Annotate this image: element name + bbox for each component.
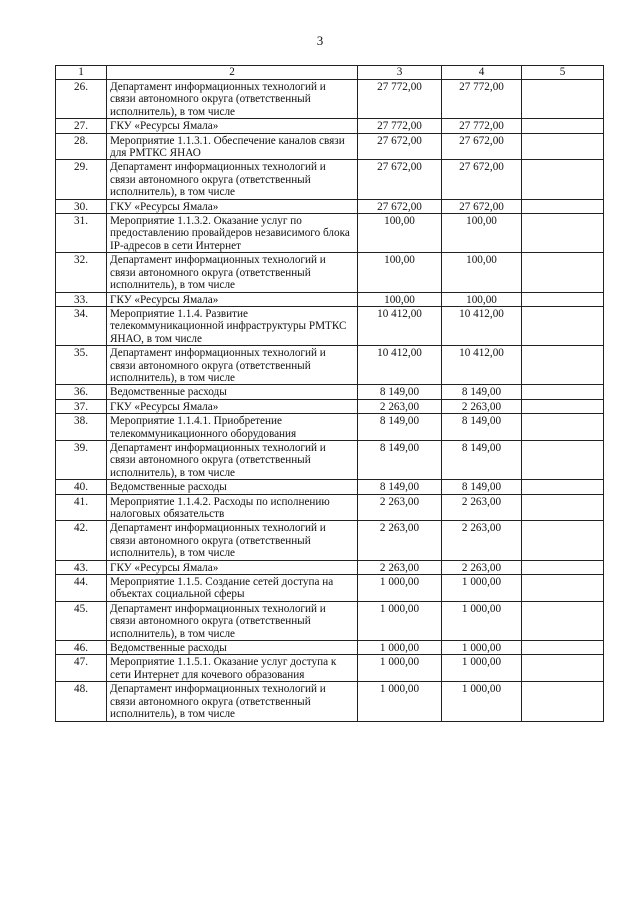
row-value-col3-cell: 1 000,00 (358, 601, 442, 640)
budget-table (55, 65, 604, 722)
row-value-col3-cell: 1 000,00 (358, 641, 442, 655)
row-number-cell: 48. (56, 682, 107, 721)
row-value-col4-cell: 27 672,00 (442, 133, 522, 160)
row-value-col3-cell: 2 263,00 (358, 494, 442, 521)
row-number-cell: 46. (56, 641, 107, 655)
row-name-cell: Департамент информационных технологий и связи автономного округа (ответственный исполнитель), в том числе (107, 440, 358, 479)
row-value-col3-cell: 100,00 (358, 214, 442, 253)
row-value-col5-cell (522, 682, 604, 721)
row-value-col3-cell: 27 772,00 (358, 119, 442, 133)
row-name-cell: Департамент информационных технологий и связи автономного округа (ответственный исполнитель), в том числе (107, 253, 358, 292)
table-row (56, 414, 604, 441)
row-number-cell: 39. (56, 440, 107, 479)
row-value-col4-cell: 27 772,00 (442, 119, 522, 133)
row-name-cell: Ведомственные расходы (107, 641, 358, 655)
row-value-col4-cell: 100,00 (442, 292, 522, 306)
column-header-3: 3 (358, 66, 442, 80)
table-row (56, 133, 604, 160)
row-value-col5-cell (522, 414, 604, 441)
row-value-col5-cell (522, 385, 604, 399)
row-name-cell: ГКУ «Ресурсы Ямала» (107, 292, 358, 306)
row-number-cell: 31. (56, 214, 107, 253)
row-name-cell: Департамент информационных технологий и связи автономного округа (ответственный исполнитель), в том числе (107, 682, 358, 721)
row-number-cell: 36. (56, 385, 107, 399)
table-row (56, 292, 604, 306)
row-name-cell: Департамент информационных технологий и связи автономного округа (ответственный исполнитель), в том числе (107, 160, 358, 199)
row-value-col3-cell: 1 000,00 (358, 682, 442, 721)
row-number-cell: 37. (56, 399, 107, 413)
row-value-col4-cell: 8 149,00 (442, 385, 522, 399)
row-name-cell: ГКУ «Ресурсы Ямала» (107, 119, 358, 133)
row-number-cell: 41. (56, 494, 107, 521)
row-value-col3-cell: 10 412,00 (358, 306, 442, 345)
row-value-col3-cell: 10 412,00 (358, 346, 442, 385)
row-value-col4-cell: 27 672,00 (442, 160, 522, 199)
column-header-1: 1 (56, 66, 107, 80)
row-value-col3-cell: 100,00 (358, 292, 442, 306)
table-row (56, 119, 604, 133)
row-value-col3-cell: 1 000,00 (358, 575, 442, 602)
row-name-cell: Департамент информационных технологий и связи автономного округа (ответственный исполнитель), в том числе (107, 346, 358, 385)
row-value-col4-cell: 2 263,00 (442, 521, 522, 560)
row-name-cell: Мероприятие 1.1.3.2. Оказание услуг по предоставлению провайдеров независимого блока IP-адресов в сети Интернет (107, 214, 358, 253)
row-value-col5-cell (522, 641, 604, 655)
row-value-col4-cell: 10 412,00 (442, 306, 522, 345)
row-value-col4-cell: 8 149,00 (442, 414, 522, 441)
row-name-cell: Департамент информационных технологий и связи автономного округа (ответственный исполнитель), в том числе (107, 601, 358, 640)
row-value-col5-cell (522, 80, 604, 119)
row-name-cell: Мероприятие 1.1.5.1. Оказание услуг доступа к сети Интернет для кочевого образования (107, 655, 358, 682)
row-name-cell: Мероприятие 1.1.4. Развитие телекоммуникационной инфраструктуры РМТКС ЯНАО, в том числе (107, 306, 358, 345)
row-value-col3-cell: 8 149,00 (358, 480, 442, 494)
row-value-col5-cell (522, 214, 604, 253)
row-value-col3-cell: 8 149,00 (358, 440, 442, 479)
row-name-cell: Ведомственные расходы (107, 480, 358, 494)
row-number-cell: 35. (56, 346, 107, 385)
table-row (56, 521, 604, 560)
row-value-col4-cell: 10 412,00 (442, 346, 522, 385)
row-value-col3-cell: 2 263,00 (358, 399, 442, 413)
row-value-col3-cell: 100,00 (358, 253, 442, 292)
row-number-cell: 27. (56, 119, 107, 133)
table-header-row (56, 66, 604, 80)
row-number-cell: 47. (56, 655, 107, 682)
row-name-cell: Мероприятие 1.1.3.1. Обеспечение каналов связи для РМТКС ЯНАО (107, 133, 358, 160)
table-row (56, 346, 604, 385)
row-value-col3-cell: 27 672,00 (358, 133, 442, 160)
row-value-col5-cell (522, 560, 604, 574)
row-number-cell: 40. (56, 480, 107, 494)
row-value-col5-cell (522, 306, 604, 345)
row-value-col5-cell (522, 199, 604, 213)
row-value-col4-cell: 27 772,00 (442, 80, 522, 119)
row-value-col3-cell: 27 672,00 (358, 199, 442, 213)
table-row (56, 199, 604, 213)
table-row (56, 80, 604, 119)
row-value-col3-cell: 8 149,00 (358, 385, 442, 399)
table-row (56, 575, 604, 602)
row-value-col4-cell: 8 149,00 (442, 440, 522, 479)
row-value-col4-cell: 1 000,00 (442, 601, 522, 640)
row-value-col4-cell: 2 263,00 (442, 560, 522, 574)
table-row (56, 641, 604, 655)
row-name-cell: Мероприятие 1.1.4.2. Расходы по исполнению налоговых обязательств (107, 494, 358, 521)
table-row (56, 214, 604, 253)
row-value-col4-cell: 1 000,00 (442, 682, 522, 721)
row-value-col5-cell (522, 440, 604, 479)
row-number-cell: 33. (56, 292, 107, 306)
row-value-col4-cell: 2 263,00 (442, 399, 522, 413)
row-value-col5-cell (522, 292, 604, 306)
row-value-col5-cell (522, 160, 604, 199)
row-value-col5-cell (522, 521, 604, 560)
row-name-cell: Мероприятие 1.1.5. Создание сетей доступа на объектах социальной сферы (107, 575, 358, 602)
row-value-col4-cell: 2 263,00 (442, 494, 522, 521)
table-row (56, 560, 604, 574)
row-number-cell: 38. (56, 414, 107, 441)
row-number-cell: 34. (56, 306, 107, 345)
row-value-col4-cell: 100,00 (442, 214, 522, 253)
row-value-col5-cell (522, 494, 604, 521)
row-value-col5-cell (522, 253, 604, 292)
row-value-col3-cell: 27 772,00 (358, 80, 442, 119)
row-value-col3-cell: 2 263,00 (358, 560, 442, 574)
row-name-cell: Ведомственные расходы (107, 385, 358, 399)
row-name-cell: ГКУ «Ресурсы Ямала» (107, 399, 358, 413)
table-row (56, 385, 604, 399)
row-value-col3-cell: 8 149,00 (358, 414, 442, 441)
row-value-col4-cell: 100,00 (442, 253, 522, 292)
row-value-col5-cell (522, 655, 604, 682)
row-value-col5-cell (522, 346, 604, 385)
row-value-col4-cell: 1 000,00 (442, 655, 522, 682)
row-value-col3-cell: 2 263,00 (358, 521, 442, 560)
row-name-cell: ГКУ «Ресурсы Ямала» (107, 560, 358, 574)
row-number-cell: 26. (56, 80, 107, 119)
row-number-cell: 32. (56, 253, 107, 292)
row-number-cell: 45. (56, 601, 107, 640)
row-value-col3-cell: 27 672,00 (358, 160, 442, 199)
table-row (56, 601, 604, 640)
table-row (56, 253, 604, 292)
row-number-cell: 42. (56, 521, 107, 560)
row-value-col5-cell (522, 480, 604, 494)
row-number-cell: 44. (56, 575, 107, 602)
row-value-col5-cell (522, 575, 604, 602)
row-value-col4-cell: 8 149,00 (442, 480, 522, 494)
table-row (56, 160, 604, 199)
table-body (56, 80, 604, 722)
table-row (56, 440, 604, 479)
row-number-cell: 28. (56, 133, 107, 160)
row-value-col4-cell: 1 000,00 (442, 641, 522, 655)
row-number-cell: 29. (56, 160, 107, 199)
row-name-cell: Мероприятие 1.1.4.1. Приобретение телекоммуникационного оборудования (107, 414, 358, 441)
row-value-col3-cell: 1 000,00 (358, 655, 442, 682)
page-number: 3 (316, 33, 324, 48)
row-value-col5-cell (522, 119, 604, 133)
row-value-col5-cell (522, 399, 604, 413)
row-number-cell: 43. (56, 560, 107, 574)
row-name-cell: Департамент информационных технологий и связи автономного округа (ответственный исполнитель), в том числе (107, 80, 358, 119)
table-row (56, 494, 604, 521)
table-row (56, 480, 604, 494)
column-header-5: 5 (522, 66, 604, 80)
row-value-col4-cell: 1 000,00 (442, 575, 522, 602)
row-value-col4-cell: 27 672,00 (442, 199, 522, 213)
table-row (56, 399, 604, 413)
row-value-col5-cell (522, 601, 604, 640)
row-value-col5-cell (522, 133, 604, 160)
table-row (56, 655, 604, 682)
row-number-cell: 30. (56, 199, 107, 213)
row-name-cell: Департамент информационных технологий и связи автономного округа (ответственный исполнитель), в том числе (107, 521, 358, 560)
column-header-4: 4 (442, 66, 522, 80)
table-row (56, 306, 604, 345)
column-header-2: 2 (107, 66, 358, 80)
row-name-cell: ГКУ «Ресурсы Ямала» (107, 199, 358, 213)
table-row (56, 682, 604, 721)
